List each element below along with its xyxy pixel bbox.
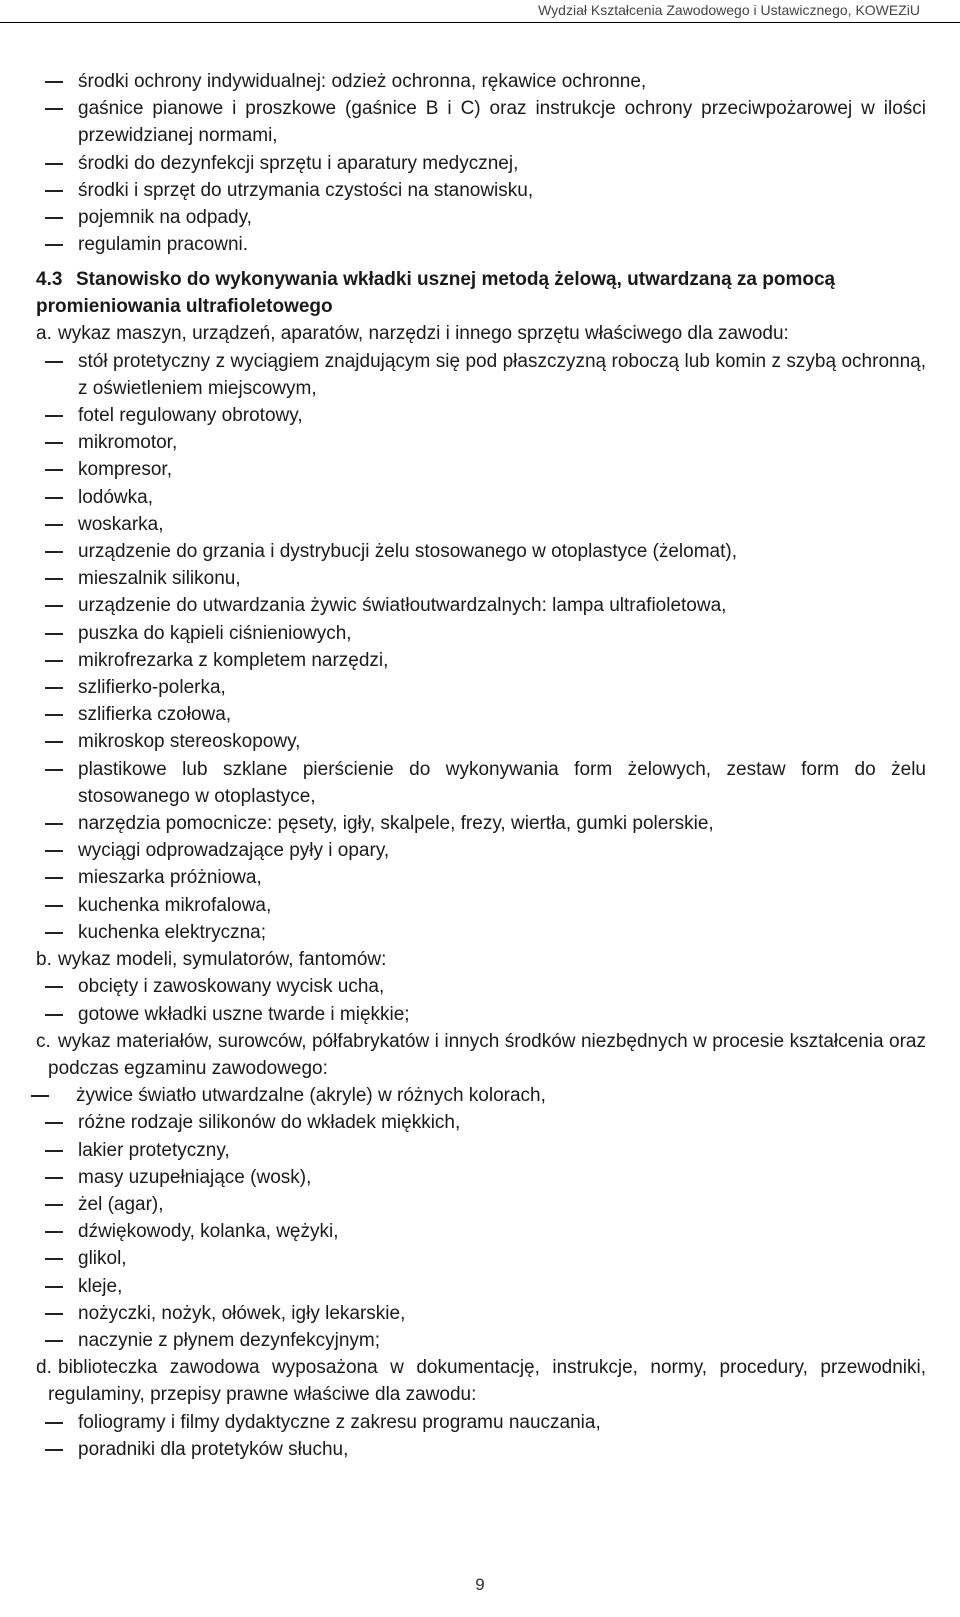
dash-icon xyxy=(45,361,63,363)
list-item: nożyczki, nożyk, ołówek, igły lekarskie, xyxy=(36,1300,926,1327)
dash-icon xyxy=(45,877,63,879)
dash-icon xyxy=(45,1340,63,1342)
list-item: pojemnik na odpady, xyxy=(36,204,926,231)
list-item: fotel regulowany obrotowy, xyxy=(36,402,926,429)
top-list xyxy=(36,68,926,258)
list-item: kuchenka elektryczna; xyxy=(36,919,926,946)
list-item: szlifierka czołowa, xyxy=(36,701,926,728)
list-item: regulamin pracowni. xyxy=(36,231,926,258)
list-item: gotowe wkładki uszne twarde i miękkie; xyxy=(36,1001,926,1028)
dash-icon xyxy=(45,442,63,444)
header-title: Wydział Kształcenia Zawodowego i Ustawicznego, KOWEZiU xyxy=(538,2,920,18)
dash-icon xyxy=(45,1286,63,1288)
list-b-heading: b. wykaz modeli, symulatorów, fantomów: xyxy=(36,946,926,973)
list-a xyxy=(36,348,926,946)
list-item: dźwiękowody, kolanka, wężyki, xyxy=(36,1218,926,1245)
list-item: plastikowe lub szklane pierścienie do wykonywania form żelowych, zestaw form do żelu stosowanego w otoplastyce, xyxy=(36,756,926,810)
page-header xyxy=(0,0,960,23)
dash-icon xyxy=(31,1095,49,1097)
dash-icon xyxy=(45,244,63,246)
list-item: środki do dezynfekcji sprzętu i aparatury medycznej, xyxy=(36,150,926,177)
list-d-heading: d. biblioteczka zawodowa wyposażona w dokumentację, instrukcje, normy, procedury, przewodniki, regulaminy, przepisy prawne właściwe dla zawodu: xyxy=(36,1354,926,1408)
dash-icon xyxy=(45,1313,63,1315)
dash-icon xyxy=(45,415,63,417)
dash-icon xyxy=(45,769,63,771)
dash-icon xyxy=(45,986,63,988)
list-item: narzędzia pomocnicze: pęsety, igły, skalpele, frezy, wiertła, gumki polerskie, xyxy=(36,810,926,837)
dash-icon xyxy=(45,81,63,83)
list-item: masy uzupełniające (wosk), xyxy=(36,1164,926,1191)
list-item: urządzenie do utwardzania żywic światłoutwardzalnych: lampa ultrafioletowa, xyxy=(36,592,926,619)
dash-icon xyxy=(45,687,63,689)
dash-icon xyxy=(45,633,63,635)
section-number: 4.3 xyxy=(36,269,63,291)
dash-icon xyxy=(45,1422,63,1424)
list-item: mikrofrezarka z kompletem narzędzi, xyxy=(36,647,926,674)
dash-icon xyxy=(45,217,63,219)
dash-icon xyxy=(45,714,63,716)
dash-icon xyxy=(45,1150,63,1152)
dash-icon xyxy=(45,932,63,934)
list-item: naczynie z płynem dezynfekcyjnym; xyxy=(36,1327,926,1354)
list-item: obcięty i zawoskowany wycisk ucha, xyxy=(36,973,926,1000)
list-item: glikol, xyxy=(36,1245,926,1272)
dash-icon xyxy=(45,823,63,825)
list-b xyxy=(36,973,926,1027)
dash-icon xyxy=(45,850,63,852)
list-item: żywice światło utwardzalne (akryle) w różnych kolorach, xyxy=(36,1082,926,1109)
list-item: puszka do kąpieli ciśnieniowych, xyxy=(36,620,926,647)
list-item: kompresor, xyxy=(36,456,926,483)
page-number: 9 xyxy=(475,1575,485,1594)
list-item: foliogramy i filmy dydaktyczne z zakresu programu nauczania, xyxy=(36,1409,926,1436)
dash-icon xyxy=(45,108,63,110)
list-item: mikroskop stereoskopowy, xyxy=(36,728,926,755)
dash-icon xyxy=(45,1449,63,1451)
dash-icon xyxy=(45,190,63,192)
list-a-heading: a. wykaz maszyn, urządzeń, aparatów, narzędzi i innego sprzętu właściwego dla zawodu: xyxy=(36,320,926,347)
dash-icon xyxy=(45,469,63,471)
list-item: stół protetyczny z wyciągiem znajdującym się pod płaszczyzną roboczą lub komin z szybą ochronną, z oświetleniem miejscowym, xyxy=(36,348,926,402)
list-item: środki ochrony indywidualnej: odzież ochronna, rękawice ochronne, xyxy=(36,68,926,95)
section-heading xyxy=(36,266,926,320)
dash-icon xyxy=(45,551,63,553)
list-item: urządzenie do grzania i dystrybucji żelu stosowanego w otoplastyce (żelomat), xyxy=(36,538,926,565)
list-item: kuchenka mikrofalowa, xyxy=(36,892,926,919)
dash-icon xyxy=(45,1204,63,1206)
list-letter: a. xyxy=(36,323,52,345)
dash-icon xyxy=(45,605,63,607)
list-item: lodówka, xyxy=(36,484,926,511)
list-item: mieszalnik silikonu, xyxy=(36,565,926,592)
dash-icon xyxy=(45,163,63,165)
dash-icon xyxy=(45,1231,63,1233)
list-item: różne rodzaje silikonów do wkładek miękkich, xyxy=(36,1109,926,1136)
list-item: lakier protetyczny, xyxy=(36,1137,926,1164)
dash-icon xyxy=(45,524,63,526)
list-item: środki i sprzęt do utrzymania czystości na stanowisku, xyxy=(36,177,926,204)
dash-icon xyxy=(45,660,63,662)
section-title: Stanowisko do wykonywania wkładki usznej metodą żelową, utwardzaną za pomocą promieniowania ultrafioletowego xyxy=(36,269,836,318)
dash-icon xyxy=(45,741,63,743)
list-item: żel (agar), xyxy=(36,1191,926,1218)
list-item: mieszarka próżniowa, xyxy=(36,864,926,891)
list-item: woskarka, xyxy=(36,511,926,538)
dash-icon xyxy=(45,905,63,907)
list-c-heading: c. wykaz materiałów, surowców, półfabrykatów i innych środków niezbędnych w procesie kształcenia oraz podczas egzaminu zawodowego: xyxy=(36,1028,926,1082)
list-c xyxy=(36,1082,926,1354)
document-body xyxy=(36,68,926,1463)
dash-icon xyxy=(45,1177,63,1179)
list-item: szlifierko-polerka, xyxy=(36,674,926,701)
dash-icon xyxy=(45,1122,63,1124)
list-letter: c. xyxy=(36,1030,51,1052)
dash-icon xyxy=(45,1014,63,1016)
list-d xyxy=(36,1409,926,1463)
dash-icon xyxy=(45,1258,63,1260)
list-item: poradniki dla protetyków słuchu, xyxy=(36,1436,926,1463)
list-item: kleje, xyxy=(36,1273,926,1300)
list-item: gaśnice pianowe i proszkowe (gaśnice B i C) oraz instrukcje ochrony przeciwpożarowej w ilości przewidzianej normami, xyxy=(36,95,926,149)
list-item: mikromotor, xyxy=(36,429,926,456)
list-item: wyciągi odprowadzające pyły i opary, xyxy=(36,837,926,864)
list-letter: d. xyxy=(36,1357,52,1379)
dash-icon xyxy=(45,497,63,499)
list-letter: b. xyxy=(36,949,52,971)
dash-icon xyxy=(45,578,63,580)
